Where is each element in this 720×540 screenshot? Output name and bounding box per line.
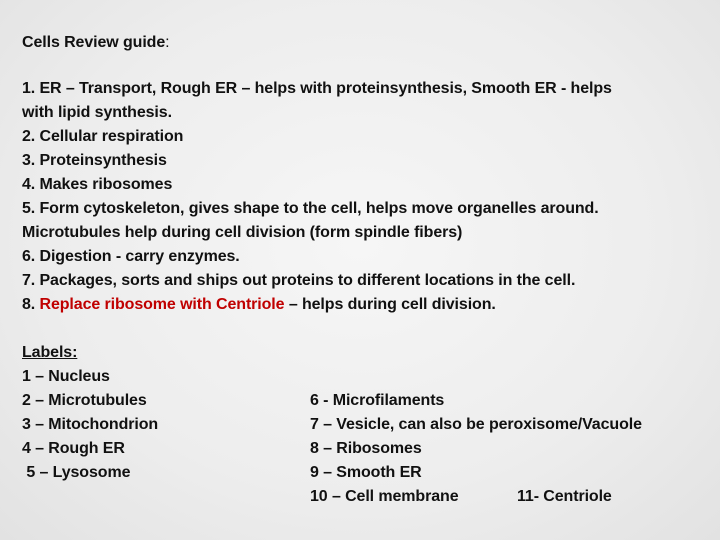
label-item: 3 – Mitochondrion: [22, 416, 159, 433]
answer-line: 2. Cellular respiration: [22, 128, 184, 145]
label-item: 5 – Lysosome: [22, 464, 131, 481]
label-item: 2 – Microtubules: [22, 392, 147, 409]
answer-line: 4. Makes ribosomes: [22, 176, 173, 193]
label-item: 11- Centriole: [517, 488, 612, 505]
label-item: 1 – Nucleus: [22, 368, 110, 385]
label-item: 6 - Microfilaments: [310, 392, 445, 409]
title-text: Cells Review guide: [22, 34, 166, 51]
label-item: 8 – Ribosomes: [310, 440, 422, 457]
label-item: 10 – Cell membrane: [310, 488, 459, 505]
answer-line: 7. Packages, sorts and ships out proteins to different locations in the cell.: [22, 272, 576, 289]
title-colon: :: [165, 34, 170, 51]
answer-8-rest: – helps during cell division.: [284, 296, 496, 313]
page-title: [22, 31, 170, 55]
answer-8-correction: Replace ribosome with Centriole: [39, 296, 285, 313]
answer-line: 5. Form cytoskeleton, gives shape to the cell, helps move organelles around.: [22, 200, 599, 217]
label-item: 4 – Rough ER: [22, 440, 125, 457]
label-item: 9 – Smooth ER: [310, 464, 422, 481]
answer-line: with lipid synthesis.: [22, 104, 172, 121]
answer-line-8: [22, 293, 496, 317]
answer-line: 1. ER – Transport, Rough ER – helps with proteinsynthesis, Smooth ER - helps: [22, 80, 612, 97]
answer-line: 6. Digestion - carry enzymes.: [22, 248, 240, 265]
answer-line: 3. Proteinsynthesis: [22, 152, 167, 169]
answer-line: Microtubules help during cell division (form spindle fibers): [22, 224, 463, 241]
labels-heading: Labels:: [22, 344, 78, 361]
label-item: 7 – Vesicle, can also be peroxisome/Vacuole: [310, 416, 642, 433]
answer-8-number: 8.: [22, 296, 40, 313]
